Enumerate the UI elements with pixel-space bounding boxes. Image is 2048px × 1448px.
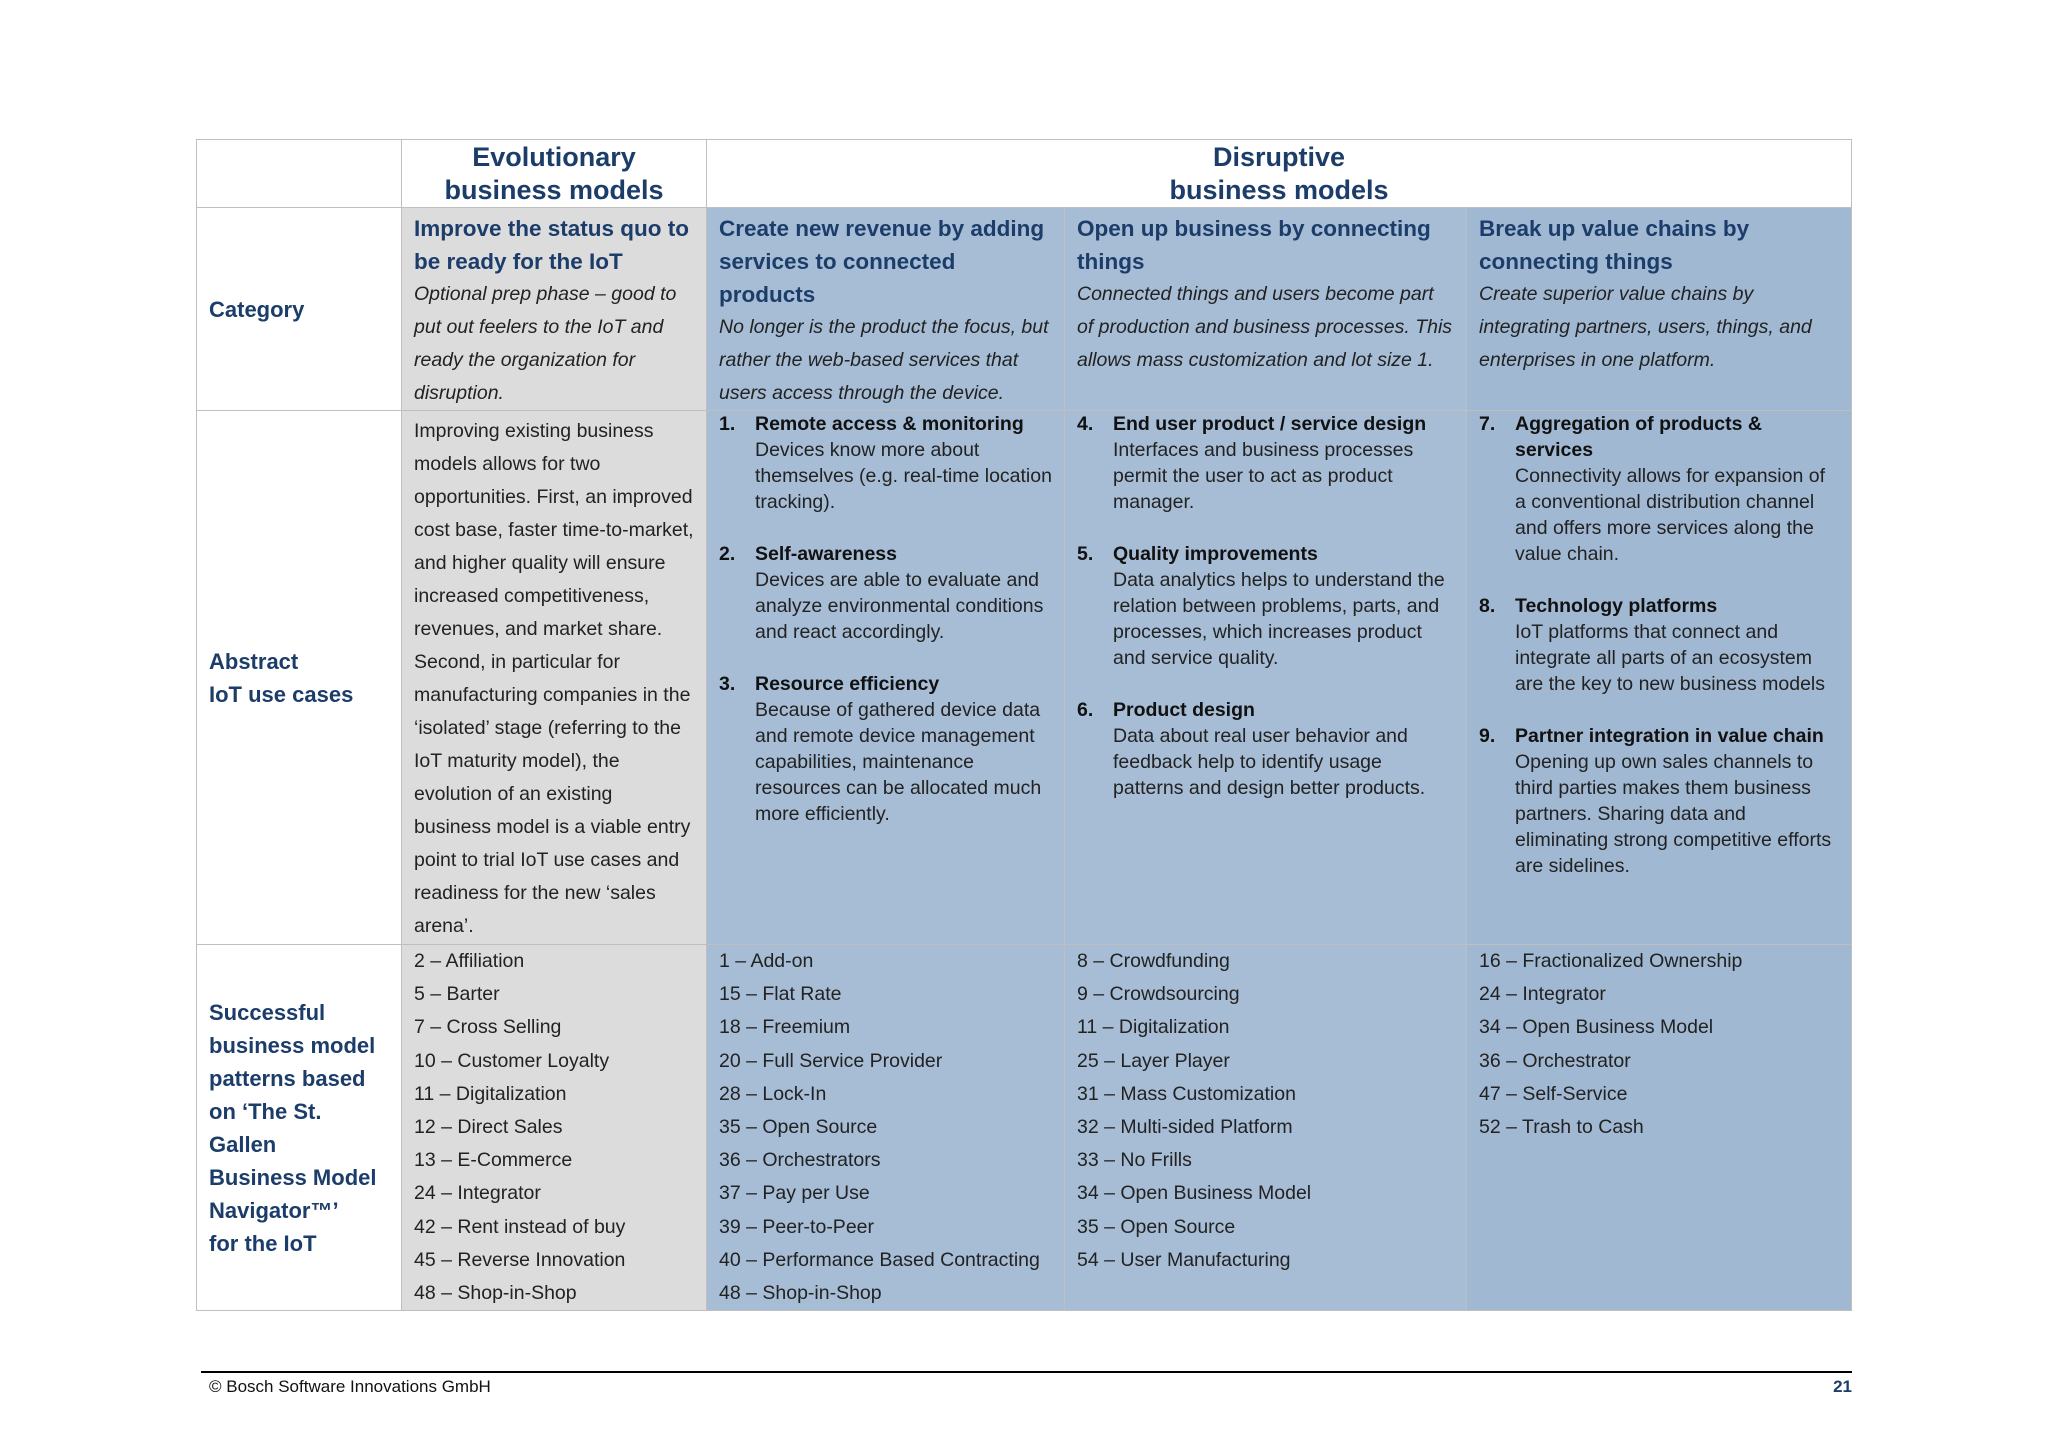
pattern-item: 45 – Reverse Innovation (414, 1248, 626, 1271)
use-case-item (1077, 541, 1454, 671)
pattern-item: 11 – Digitalization (1077, 1016, 1230, 1039)
use-case-list (1479, 411, 1839, 879)
pattern-item: 15 – Flat Rate (719, 983, 842, 1006)
use-case-title: Aggregation of products & services (1515, 413, 1762, 461)
pattern-item: 8 – Crowdfunding (1077, 950, 1230, 972)
pattern-item: 25 – Layer Player (1077, 1049, 1230, 1072)
use-case-list (1077, 411, 1454, 801)
patterns-row-label (197, 945, 402, 1311)
pattern-item: 1 – Add-on (719, 950, 814, 972)
use-case-title: Product design (1113, 699, 1255, 721)
evolutionary-text-cell (402, 411, 707, 945)
use-case-title: Quality improvements (1113, 543, 1318, 565)
category-description: Connected things and users become part of production and business processes. This allows mass customization and lot size 1. (1077, 283, 1453, 371)
use-case-title: Self-awareness (755, 543, 897, 565)
use-case-number: 1. (719, 413, 736, 435)
pattern-item: 16 – Fractionalized Ownership (1479, 950, 1743, 972)
use-case-item (1077, 697, 1454, 801)
use-cases-row-label (197, 411, 402, 945)
pattern-item: 40 – Performance Based Contracting (719, 1248, 1040, 1271)
pattern-item: 24 – Integrator (1479, 983, 1606, 1006)
pattern-item: 32 – Multi-sided Platform (1077, 1116, 1293, 1139)
page-number: 21 (1833, 1377, 1852, 1396)
pattern-item: 11 – Digitalization (414, 1082, 567, 1105)
use-cases-row (197, 411, 1852, 945)
use-case-title: Remote access & monitoring (755, 413, 1024, 435)
category-title: Open up business by connecting things (1077, 216, 1431, 274)
pattern-item: 33 – No Frills (1077, 1149, 1192, 1172)
category-title: Create new revenue by adding services to connected products (719, 216, 1045, 307)
pattern-item: 36 – Orchestrators (719, 1149, 881, 1172)
category-description: Create superior value chains by integrating partners, users, things, and enterprises in one platform. (1479, 283, 1812, 371)
use-case-item (1479, 411, 1839, 567)
pattern-item: 20 – Full Service Provider (719, 1049, 943, 1072)
use-case-title: Partner integration in value chain (1515, 725, 1824, 747)
category-title: Improve the status quo to be ready for the IoT (414, 216, 690, 274)
use-case-description: Opening up own sales channels to third parties makes them business partners. Sharing data and eliminating strong competitive efforts are sidelines. (1515, 751, 1832, 877)
pattern-list (719, 945, 1052, 1310)
pattern-item: 47 – Self-Service (1479, 1082, 1628, 1105)
pattern-item: 31 – Mass Customization (1077, 1082, 1296, 1105)
category-description: Optional prep phase – good to put out feelers to the IoT and ready the organization for disruption. (414, 283, 677, 404)
use-case-item (719, 671, 1052, 827)
patterns-label-text: Successful business model patterns based on ‘The St. Gallen Business Model Navigator™’ for the IoT (209, 999, 377, 1256)
use-case-number: 8. (1479, 595, 1496, 617)
patterns-cell-break-up (1467, 945, 1852, 1311)
patterns-cell-evolutionary (402, 945, 707, 1311)
use-case-title: End user product / service design (1113, 413, 1427, 435)
disruptive-header-text: Disruptive business models (1169, 141, 1389, 205)
category-cell-open-up (1065, 208, 1467, 411)
pattern-item: 48 – Shop-in-Shop (719, 1282, 882, 1305)
pattern-item: 12 – Direct Sales (414, 1116, 563, 1139)
use-cases-label-text: Abstract IoT use cases (209, 648, 354, 707)
use-case-title: Technology platforms (1515, 595, 1718, 617)
patterns-cell-open-up (1065, 945, 1467, 1311)
use-case-description: Devices are able to evaluate and analyze environmental conditions and react accordingly. (755, 569, 1044, 643)
pattern-list (414, 945, 694, 1310)
pattern-item: 18 – Freemium (719, 1016, 851, 1039)
use-case-number: 5. (1077, 543, 1094, 565)
pattern-item: 35 – Open Source (1077, 1215, 1236, 1238)
category-label-text: Category (209, 296, 305, 322)
pattern-list (1077, 945, 1454, 1277)
patterns-row (197, 945, 1852, 1311)
use-case-item (1479, 593, 1839, 697)
category-cell-evolutionary (402, 208, 707, 411)
category-cell-break-up (1467, 208, 1852, 411)
pattern-item: 2 – Affiliation (414, 950, 525, 972)
pattern-item: 42 – Rent instead of buy (414, 1215, 626, 1238)
pattern-item: 36 – Orchestrator (1479, 1049, 1631, 1072)
pattern-item: 13 – E-Commerce (414, 1149, 573, 1172)
use-case-number: 7. (1479, 413, 1496, 435)
use-case-number: 4. (1077, 413, 1094, 435)
pattern-item: 34 – Open Business Model (1077, 1182, 1312, 1205)
use-case-number: 6. (1077, 699, 1094, 721)
pattern-item: 28 – Lock-In (719, 1082, 827, 1105)
category-title: Break up value chains by connecting things (1479, 216, 1750, 274)
category-row-label (197, 208, 402, 411)
use-case-description: Data about real user behavior and feedback help to identify usage patterns and design better products. (1113, 725, 1426, 799)
use-case-description: Because of gathered device data and remote device management capabilities, maintenance resources can be allocated much more efficiently. (755, 699, 1042, 825)
header-row (197, 140, 1852, 208)
empty-corner-cell (197, 140, 402, 208)
pattern-item: 9 – Crowdsourcing (1077, 983, 1240, 1006)
use-case-item (1479, 723, 1839, 879)
category-description: No longer is the product the focus, but rather the web-based services that users access through the device. (719, 316, 1049, 404)
use-case-description: IoT platforms that connect and integrate all parts of an ecosystem are the key to new business models (1515, 621, 1826, 695)
pattern-item: 7 – Cross Selling (414, 1016, 562, 1039)
category-cell-new-revenue (707, 208, 1065, 411)
pattern-item: 24 – Integrator (414, 1182, 541, 1205)
pattern-item: 52 – Trash to Cash (1479, 1116, 1644, 1139)
pattern-item: 35 – Open Source (719, 1116, 878, 1139)
pattern-list (1479, 945, 1839, 1144)
use-case-item (719, 411, 1052, 515)
use-case-description: Data analytics helps to understand the relation between problems, parts, and processes, which increases product and service quality. (1113, 569, 1445, 669)
pattern-item: 37 – Pay per Use (719, 1182, 870, 1205)
pattern-item: 5 – Barter (414, 983, 500, 1006)
use-case-title: Resource efficiency (755, 673, 940, 695)
use-cases-col-3 (1467, 411, 1852, 945)
use-case-item (1077, 411, 1454, 515)
use-case-number: 9. (1479, 725, 1496, 747)
use-case-number: 2. (719, 543, 736, 565)
use-case-item (719, 541, 1052, 645)
footer-divider (201, 1371, 1852, 1373)
patterns-cell-new-revenue (707, 945, 1065, 1311)
use-case-list (719, 411, 1052, 827)
pattern-item: 48 – Shop-in-Shop (414, 1282, 577, 1305)
use-case-description: Interfaces and business processes permit the user to act as product manager. (1113, 439, 1414, 513)
use-cases-col-2 (1065, 411, 1467, 945)
evolutionary-header-text: Evolutionary business models (444, 141, 664, 205)
pattern-item: 10 – Customer Loyalty (414, 1049, 610, 1072)
use-case-description: Devices know more about themselves (e.g. real-time location tracking). (755, 439, 1052, 513)
use-case-number: 3. (719, 673, 736, 695)
business-model-table (196, 139, 1852, 1311)
disruptive-header (707, 140, 1852, 208)
pattern-item: 54 – User Manufacturing (1077, 1248, 1291, 1271)
category-row (197, 208, 1852, 411)
pattern-item: 39 – Peer-to-Peer (719, 1215, 875, 1238)
pattern-item: 34 – Open Business Model (1479, 1016, 1714, 1039)
use-case-description: Connectivity allows for expansion of a conventional distribution channel and offers more services along the value chain. (1515, 465, 1825, 565)
use-cases-col-1 (707, 411, 1065, 945)
evolutionary-header (402, 140, 707, 208)
footer-copyright: © Bosch Software Innovations GmbH (209, 1377, 491, 1396)
evolutionary-paragraph: Improving existing business models allows for two opportunities. First, an improved cost base, faster time-to-market, and higher quality will ensure increased competitiveness, revenues, and market share. Second, in particular for manufacturing companies in the ‘isolated’ stage (referring to the IoT maturity model), the evolution of an existing business model is a viable entry point to trial IoT use cases and readiness for the new ‘sales arena’. (414, 420, 694, 937)
